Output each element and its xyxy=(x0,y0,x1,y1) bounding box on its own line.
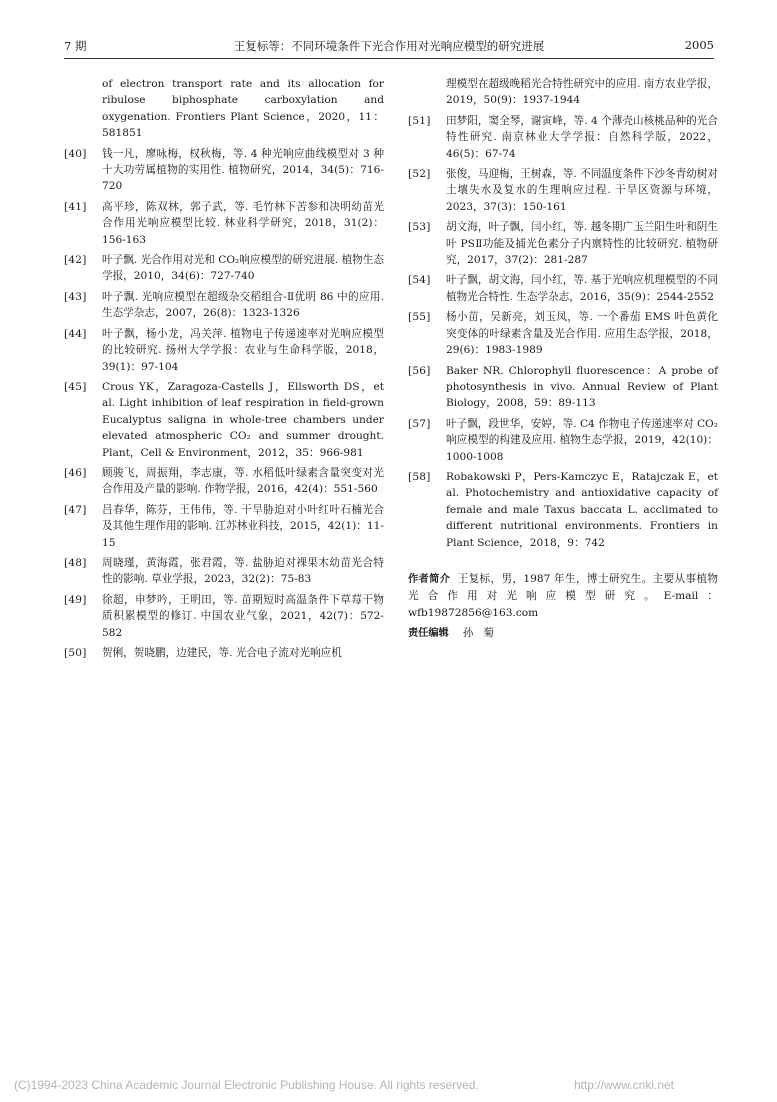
reference-item xyxy=(64,555,384,588)
reference-text: 徐超，申梦吟，王明田，等. 苗期短时高温条件下草莓干物质积累模型的修订. 中国农业气象，2021，42(7)：572-582 xyxy=(102,593,384,639)
reference-number: [52] xyxy=(408,168,431,181)
reference-number: [44] xyxy=(64,327,87,340)
reference-number: [41] xyxy=(64,200,87,213)
reference-text: 顾骏飞，周振翔，李志康，等. 水稻低叶绿素含量突变对光合作用及产量的影响. 作物学报，2016，42(4)：551-560 xyxy=(102,466,384,496)
reference-text: 胡文海，叶子飘，闫小红，等. 越冬期广玉兰阳生叶和阴生叶 PSⅡ功能及捕光色素分子内禀特性的比较研究. 植物研究，2017，37(2)：281-287 xyxy=(446,221,718,267)
reference-item xyxy=(408,363,718,412)
reference-item xyxy=(64,289,384,322)
reference-item xyxy=(64,502,384,551)
reference-item xyxy=(64,146,384,195)
reference-text: 叶子飘，杨小龙，冯关萍. 植物电子传递速率对光响应模型的比较研究. 扬州大学学报：农业与生命科学版，2018，39(1)：97-104 xyxy=(102,327,384,373)
reference-text: 张俊，马迎梅，王树森，等. 不同温度条件下沙冬青幼树对土壤失水及复水的生理响应过程. 干旱区资源与环境，2023，37(3)：150-161 xyxy=(446,168,718,213)
reference-item xyxy=(64,326,384,375)
author-bio-text: 王复标，男，1987 年生，博士研究生。主要从事植物光合作用对光响应模型研究。E-mail：wfb19872856@163.com xyxy=(408,572,718,619)
reference-text: 叶子飘，胡文海，闫小红，等. 基于光响应机理模型的不同植物光合特性. 生态学杂志，2016，35(9)：2544-2552 xyxy=(446,274,718,303)
reference-number: [43] xyxy=(64,290,87,303)
reference-text: 吕春华，陈芬，王伟伟，等. 干旱胁迫对小叶红叶石楠光合及其他生理作用的影响. 江苏林业科技，2015，42(1)：11-15 xyxy=(102,503,384,549)
reference-item xyxy=(64,592,384,641)
reference-list xyxy=(64,146,384,662)
reference-item xyxy=(408,469,718,551)
author-bio-label: 作者简介 xyxy=(408,573,451,585)
editor-name: 孙菊 xyxy=(462,627,504,640)
reference-item xyxy=(64,252,384,285)
reference-item xyxy=(408,113,718,162)
reference-number: [58] xyxy=(408,470,431,483)
reference-number: [46] xyxy=(64,466,87,479)
reference-text: 贺俐，贺晓鹏，边建民，等. 光合电子流对光响应机 xyxy=(102,647,342,659)
reference-number: [42] xyxy=(64,254,87,267)
reference-number: [54] xyxy=(408,274,431,287)
website-link[interactable]: http://www.cnki.net xyxy=(573,1078,674,1092)
header-rule xyxy=(64,58,714,59)
reference-continuation: of electron transport rate and its allocation for ribulose biphosphate carboxylation and oxygenation. Frontiers Plant Science，2020，11：581851 xyxy=(102,78,384,140)
reference-item xyxy=(408,309,718,358)
reference-item xyxy=(64,199,384,248)
copyright-notice: (C)1994-2023 China Academic Journal Electronic Publishing House. All rights reserved. xyxy=(14,1078,479,1092)
reference-list xyxy=(408,113,718,551)
reference-number: [49] xyxy=(64,593,87,606)
reference-continuation: 理模型在超级晚稻光合特性研究中的应用. 南方农业学报，2019，50(9)：1937-1944 xyxy=(446,78,718,107)
reference-text: 周晓瑾，黄海霞，张君霞，等. 盐胁迫对裸果木幼苗光合特性的影响. 草业学报，2023，32(2)：75-83 xyxy=(102,556,384,586)
reference-number: [56] xyxy=(408,364,431,377)
issue-number: 7 期 xyxy=(64,39,87,53)
reference-item xyxy=(408,416,718,465)
left-column xyxy=(64,76,384,665)
reference-item xyxy=(64,465,384,498)
reference-item xyxy=(64,379,384,461)
footer xyxy=(14,1078,674,1092)
reference-item xyxy=(408,219,718,268)
reference-text: 杨小苗，吴新亮，刘玉凤，等. 一个番茄 EMS 叶色黄化突变体的叶绿素含量及光合作用. 应用生态学报，2018，29(6)：1983-1989 xyxy=(446,311,718,357)
reference-item xyxy=(408,272,718,305)
reference-text: Baker NR. Chlorophyll fluorescence：A probe of photosynthesis in vivo. Annual Review of Plant Biology，2008，59：89-113 xyxy=(446,364,718,410)
reference-number: [53] xyxy=(408,221,431,234)
reference-text: 叶子飘. 光响应模型在超级杂交稻组合-Ⅱ优明 86 中的应用. 生态学杂志，2007，26(8)：1323-1326 xyxy=(102,290,384,320)
reference-number: [55] xyxy=(408,311,431,324)
reference-number: [50] xyxy=(64,647,87,659)
reference-number: [47] xyxy=(64,503,87,516)
author-bio xyxy=(408,571,718,621)
reference-text: Crous YK，Zaragoza-Castells J，Ellsworth DS，et al. Light inhibition of leaf respiration in field-grown Eucalyptus saligna in whole-tree chambers under elevated atmospheric CO₂ and summer drought. Plant，Cell & Environment，2012，35：966-981 xyxy=(102,380,384,459)
reference-number: [51] xyxy=(408,114,431,127)
page-number: 2005 xyxy=(684,38,714,52)
reference-item xyxy=(408,166,718,215)
reference-number: [48] xyxy=(64,556,87,569)
reference-number: [45] xyxy=(64,380,87,393)
reference-number: [57] xyxy=(408,417,431,430)
right-column xyxy=(408,76,718,643)
running-title: 王复标等：不同环境条件下光合作用对光响应模型的研究进展 xyxy=(233,39,545,53)
editor-credit xyxy=(408,625,718,642)
reference-text: 钱一凡，廖咏梅，权秋梅，等. 4 种光响应曲线模型对 3 种十大功劳属植物的实用性. 植物研究，2014，34(5)：716-720 xyxy=(102,147,384,193)
reference-number: [40] xyxy=(64,147,87,160)
reference-text: 叶子飘. 光合作用对光和 CO₂响应模型的研究进展. 植物生态学报，2010，34(6)：727-740 xyxy=(102,254,384,283)
reference-text: 叶子飘，段世华，安婷，等. C4 作物电子传递速率对 CO₂响应模型的构建及应用. 植物生态学报，2019，42(10)：1000-1008 xyxy=(446,417,718,463)
reference-item xyxy=(64,645,384,661)
reference-text: 高平珍，陈双林，郭子武，等. 毛竹林下苦参和决明幼苗光合作用光响应模型比较. 林业科学研究，2018，31(2)：156-163 xyxy=(102,200,384,246)
editor-label: 责任编辑 xyxy=(408,628,449,640)
reference-text: Robakowski P，Pers-Kamczyc E，Ratajczak E，et al. Photochemistry and antioxidative capacity of female and male Taxus baccata L. acclimated to different nutritional environments. Frontiers in Plant Science，2018，9：742 xyxy=(446,470,718,549)
running-header xyxy=(64,38,714,56)
reference-text: 田梦阳，窦全琴，谢寅峰，等. 4 个薄壳山核桃品种的光合特性研究. 南京林业大学学报：自然科学版，2022，46(5)：67-74 xyxy=(446,114,718,160)
